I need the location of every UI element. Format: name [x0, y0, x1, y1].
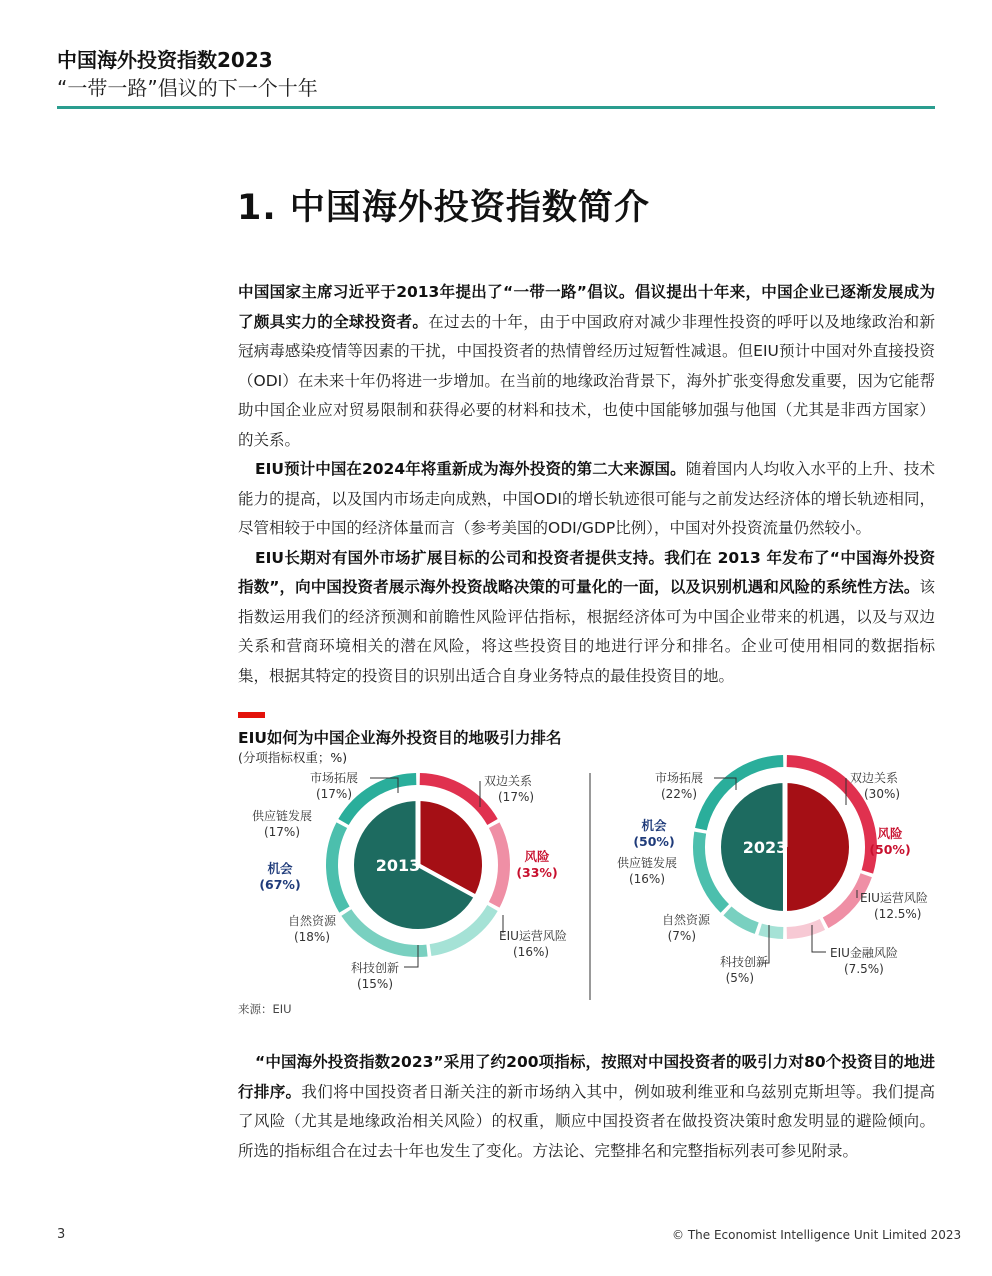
indicator-value: (30%)	[864, 787, 901, 801]
indicator-value: (18%)	[293, 930, 331, 944]
category-value-risk: (33%)	[516, 865, 558, 880]
indicator-label: EIU金融风险	[830, 946, 898, 960]
report-title: 中国海外投资指数2023	[57, 48, 273, 72]
indicator-label: EIU运营风险	[860, 891, 928, 905]
paragraph-4	[238, 1048, 935, 1166]
indicator-label: 科技创新	[719, 955, 768, 969]
chart-year-label: 2013	[375, 856, 421, 875]
outer-slice-4	[760, 929, 783, 933]
indicator-value: (17%)	[263, 825, 301, 839]
category-label-opportunity: 机会	[641, 818, 667, 833]
indicator-label: 供应链发展	[251, 809, 313, 823]
category-value-risk: (50%)	[869, 842, 911, 857]
category-label-risk: 风险	[877, 826, 903, 841]
paragraph-1	[238, 278, 935, 455]
indicator-label: 自然资源	[661, 913, 710, 927]
paragraph-4-lead: “中国海外投资指数2023”采用了约200项指标，按照对中国投资者的吸引力对80个投资目的地进行排序。	[238, 1053, 935, 1101]
paragraph-2-lead: EIU预计中国在2024年将重新成为海外投资的第二大来源国。	[255, 460, 686, 478]
paragraph-3-body: 该指数运用我们的经济预测和前瞻性风险评估指标，根据经济体可为中国企业带来的机遇，以及与双边关系和营商环境相关的潜在风险，将这些投资目的地进行评分和排名。企业可使用相同的数据指标集，根据其特定的投资目的识别出适合自身业务特点的最佳投资目的地。	[238, 578, 935, 685]
chart-source: 来源：EIU	[238, 1002, 292, 1016]
chart-title: EIU如何为中国企业海外投资目的地吸引力排名	[238, 729, 562, 747]
category-value-opportunity: (50%)	[633, 834, 675, 849]
indicator-value: (7%)	[667, 929, 696, 943]
paragraph-3	[238, 544, 935, 692]
inner-slice-risk	[785, 781, 851, 913]
indicator-value: (15%)	[356, 977, 394, 991]
paragraph-2	[238, 455, 935, 544]
paragraph-4-body: 我们将中国投资者日渐关注的新市场纳入其中，例如玻利维亚和乌兹别克斯坦等。我们提高了风险（尤其是地缘政治相关风险）的权重，顺应中国投资者在做投资决策时愈发明显的避险倾向。所选的指标组合在过去十年也发生了变化。方法论、完整排名和完整指标列表可参见附录。	[238, 1082, 935, 1160]
page-number: 3	[57, 1227, 66, 1242]
category-label-risk: 风险	[524, 849, 550, 864]
indicator-value: (17%)	[315, 787, 353, 801]
paragraph-3-lead: EIU长期对有国外市场扩展目标的公司和投资者提供支持。我们在 2013 年发布了“中国海外投资指数”，向中国投资者展示海外投资战略决策的可量化的一面，以及识别机遇和风险的系统性方法。	[238, 548, 935, 596]
donut-chart-2013	[252, 770, 567, 991]
section-title: 1. 中国海外投资指数简介	[237, 188, 650, 228]
indicator-label: 科技创新	[350, 961, 400, 975]
indicator-value: (17%)	[498, 790, 535, 804]
paragraph-1-body: 在过去的十年，由于中国政府对减少非理性投资的呼吁以及地缘政治和新冠病毒感染疫情等因素的干扰，中国投资者的热情曾经历过短暂性减退。但EIU预计中国对外直接投资（ODI）在未来十年仍将进一步增加。在当前的地缘政治背景下，海外扩张变得愈发重要，因为它能帮助中国企业应对贸易限制和获得必要的材料和技术，也使中国能够加强与他国（尤其是非西方国家）的关系。	[238, 312, 935, 449]
indicator-label: 市场拓展	[654, 771, 704, 785]
header-divider	[57, 106, 935, 109]
indicator-label: 自然资源	[287, 914, 337, 928]
outer-slice-3	[787, 924, 823, 933]
chart-year-label: 2023	[742, 838, 788, 857]
indicator-value: (5%)	[725, 971, 754, 985]
copyright-notice: © The Economist Intelligence Unit Limited 2023	[672, 1228, 962, 1242]
indicator-value: (16%)	[513, 945, 550, 959]
chart-accent-bar	[238, 712, 265, 718]
weight-donut-charts	[230, 765, 950, 1005]
category-value-opportunity: (67%)	[259, 877, 301, 892]
outer-slice-5	[332, 825, 344, 909]
donut-chart-2023	[617, 761, 928, 985]
report-subtitle: “一带一路”倡议的下一个十年	[57, 76, 318, 100]
indicator-label: 双边关系	[484, 774, 533, 788]
indicator-label: EIU运营风险	[499, 929, 567, 943]
chart-subtitle: (分项指标权重；%)	[238, 750, 348, 765]
indicator-label: 双边关系	[850, 771, 899, 785]
intro-text-block	[238, 278, 935, 691]
category-label-opportunity: 机会	[267, 861, 293, 876]
indicator-value: (22%)	[660, 787, 698, 801]
indicator-value: (7.5%)	[844, 962, 884, 976]
indicator-value: (12.5%)	[874, 907, 922, 921]
outer-slice-2	[494, 825, 504, 905]
indicator-label: 市场拓展	[309, 771, 359, 785]
outer-slice-5	[727, 911, 756, 928]
paragraph-2-body: 随着国内人均收入水平的上升、技术能力的提高，以及国内市场走向成熟，中国ODI的增长轨迹很可能与之前发达经济体的增长轨迹相同，尽管相较于中国的经济体量而言（参考美国的ODI/GDP比例），中国对外投资流量仍然较小。	[238, 460, 935, 537]
indicator-value: (16%)	[628, 872, 666, 886]
methodology-text-block	[238, 1048, 935, 1166]
paragraph-1-lead: 中国国家主席习近平于2013年提出了“一带一路”倡议。倡议提出十年来，中国企业已逐渐发展成为了颇具实力的全球投资者。	[238, 283, 935, 331]
indicator-label: 供应链发展	[616, 856, 678, 870]
